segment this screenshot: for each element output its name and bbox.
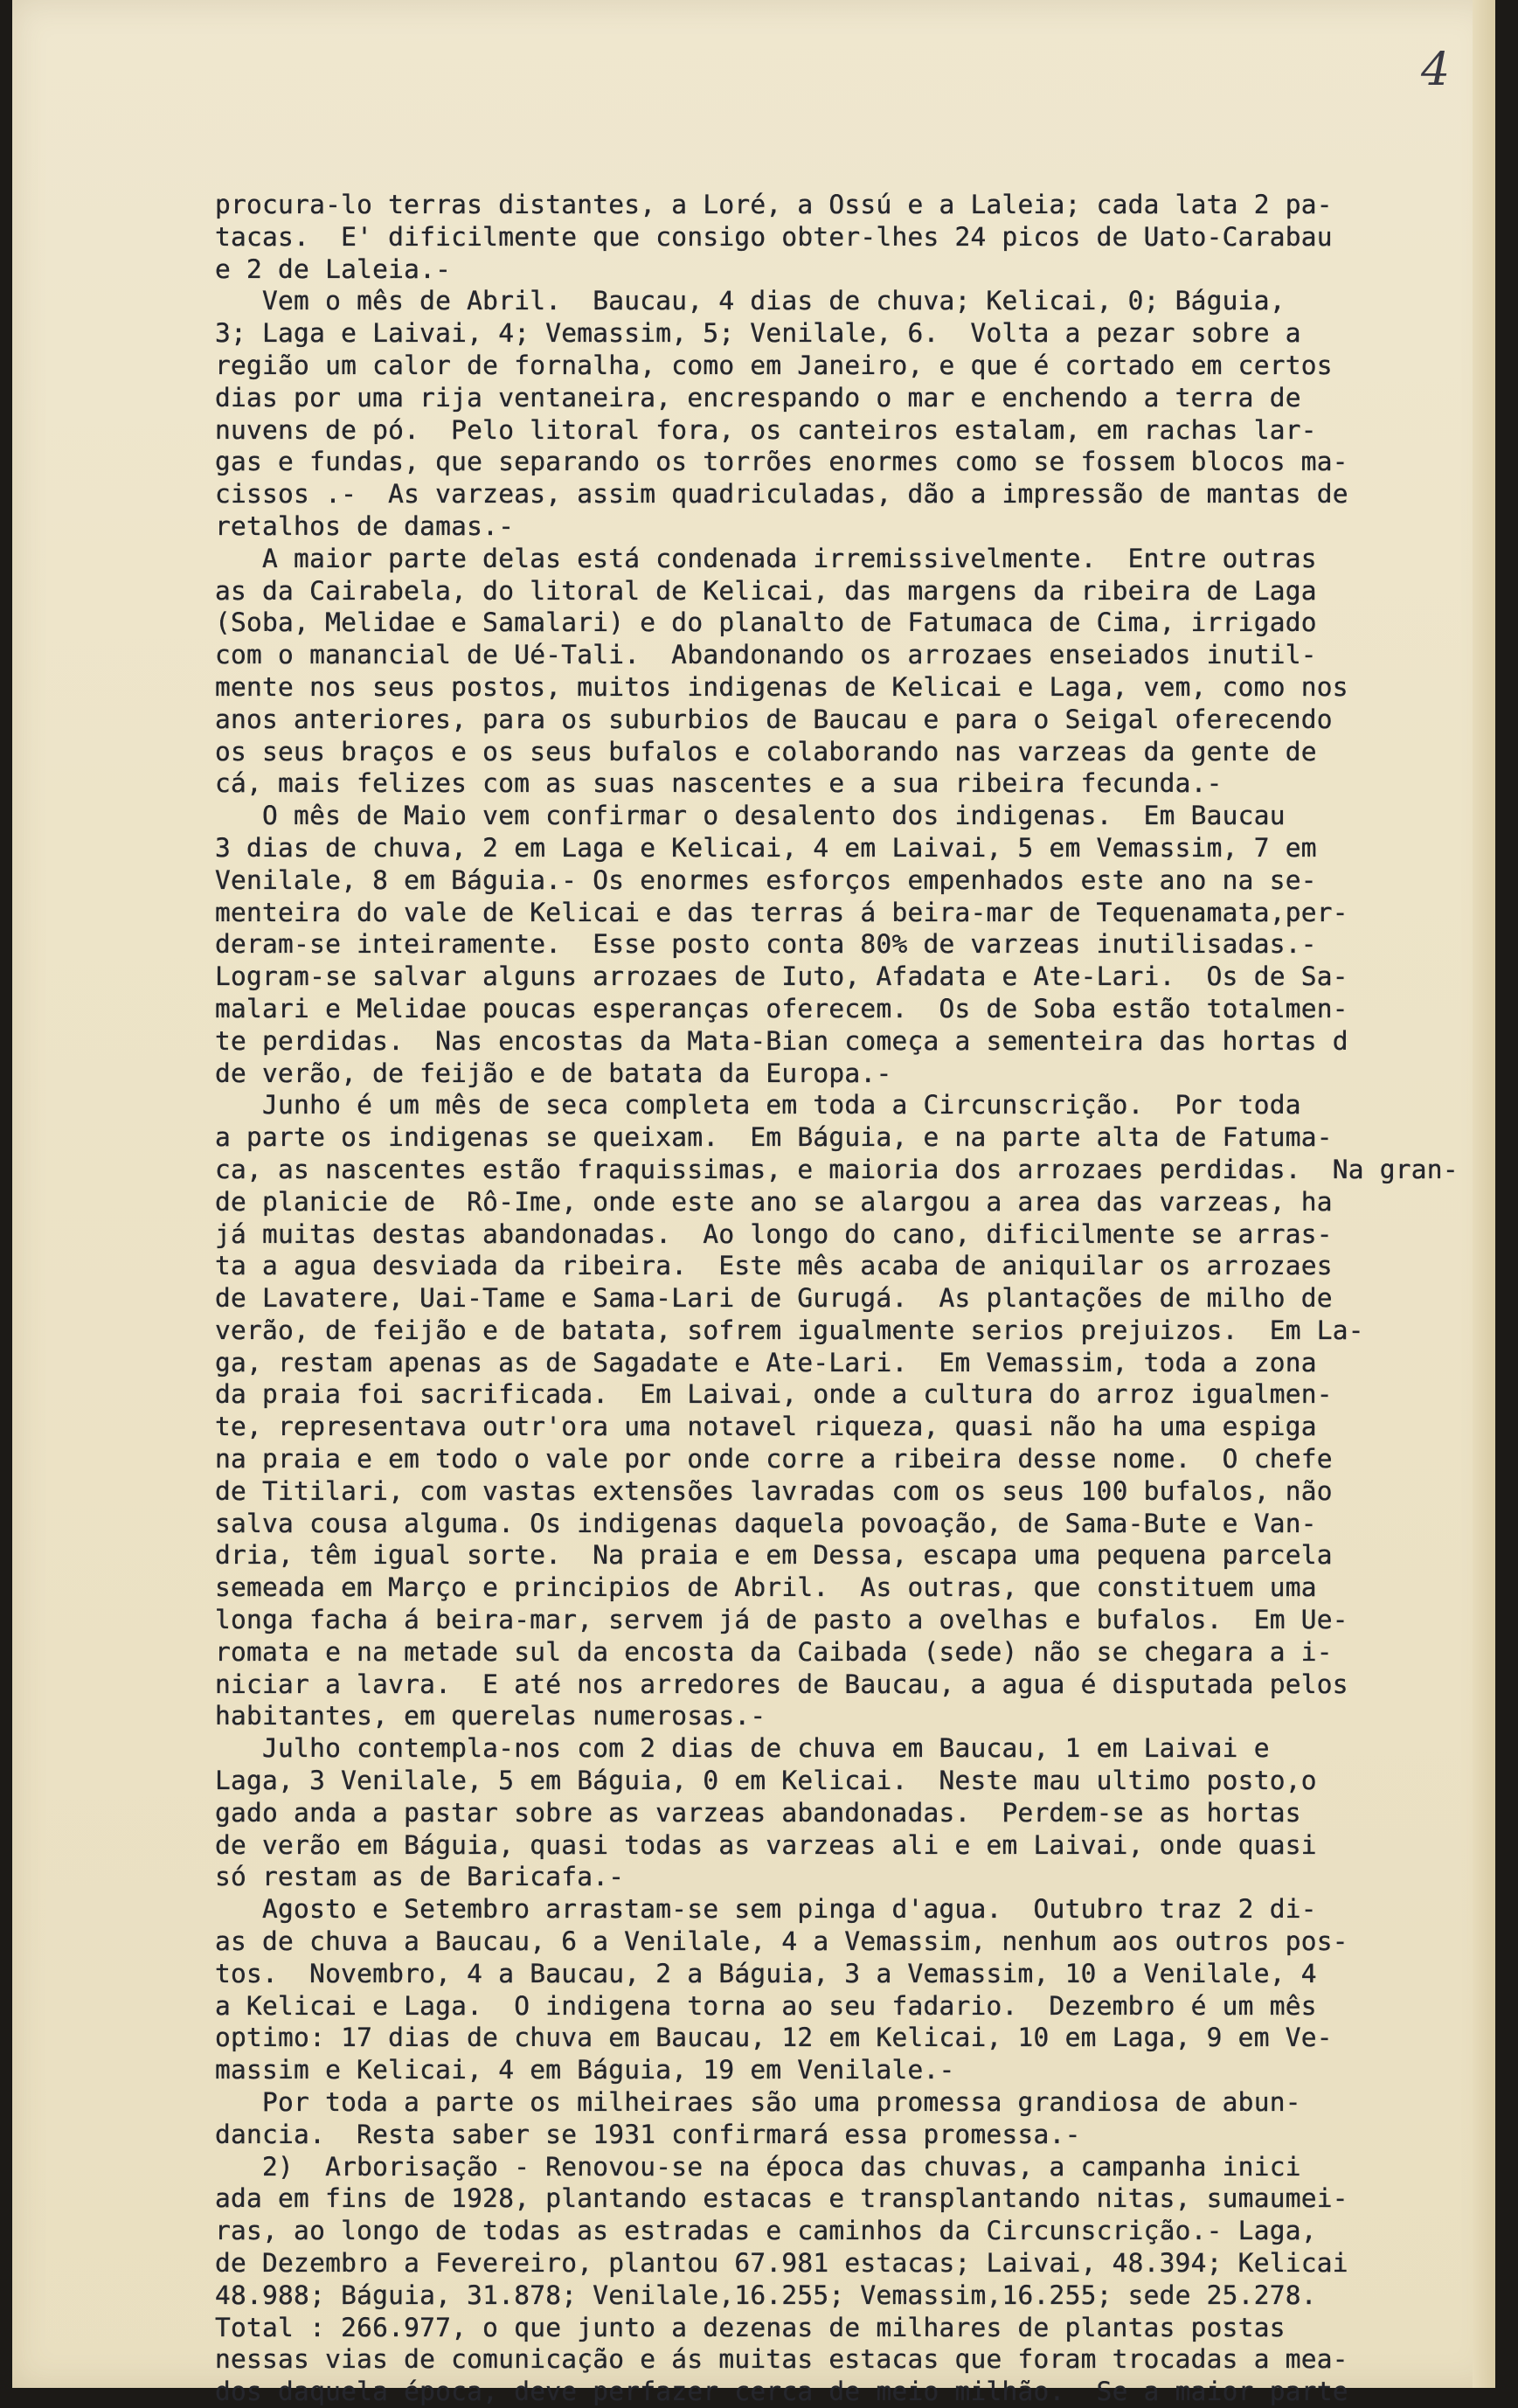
text-line: de verão, de feijão e de batata da Europa.-: [215, 1058, 892, 1088]
text-line: longa facha á beira-mar, servem já de pasto a ovelhas e bufalos. Em Ue-: [215, 1605, 1348, 1635]
text-line: nuvens de pó. Pelo litoral fora, os canteiros estalam, em rachas lar-: [215, 414, 1317, 445]
text-line: gas e fundas, que separando os torrões enormes como se fossem blocos ma-: [215, 447, 1348, 477]
text-line: (Soba, Melidae e Samalari) e do planalto de Fatumaca de Cima, irrigado: [215, 607, 1317, 638]
document-page: [12, 0, 1495, 2407]
text-line: Junho é um mês de seca completa em toda a Circunscrição. Por toda: [215, 1090, 1301, 1121]
text-line: na praia e em todo o vale por onde corre a ribeira desse nome. O chefe: [215, 1444, 1333, 1475]
text-line: Logram-se salvar alguns arrozaes de Iuto, Afadata e Ate-Lari. Os de Sa-: [215, 961, 1348, 992]
text-line: malari e Melidae poucas esperanças oferecem. Os de Soba estão totalmen-: [215, 993, 1348, 1024]
text-line: menteira do vale de Kelicai e das terras á beira-mar de Tequenamata,per-: [215, 897, 1348, 927]
text-line: os seus braços e os seus bufalos e colaborando nas varzeas da gente de: [215, 736, 1317, 767]
text-line: A maior parte delas está condenada irremissivelmente. Entre outras: [215, 543, 1317, 573]
text-line: 48.988; Báguia, 31.878; Venilale,16.255; Vemassim,16.255; sede 25.278.: [215, 2280, 1317, 2310]
text-line: de planicie de Rô-Ime, onde este ano se alargou a area das varzeas, ha: [215, 1186, 1333, 1217]
text-line: de Lavatere, Uai-Tame e Sama-Lari de Gurugá. As plantações de milho de: [215, 1283, 1333, 1314]
text-line: gado anda a pastar sobre as varzeas abandonadas. Perdem-se as hortas: [215, 1797, 1301, 1828]
text-line: dos daquela época, deve perfazer cerca de meio milhão. Se a maior parte: [215, 2377, 1348, 2407]
text-line: Total : 266.977, o que junto a dezenas de milhares de plantas postas: [215, 2312, 1286, 2342]
text-line: nessas vias de comunicação e ás muitas estacas que foram trocadas a mea-: [215, 2344, 1348, 2375]
text-line: Vem o mês de Abril. Baucau, 4 dias de chuva; Kelicai, 0; Báguia,: [215, 286, 1286, 316]
text-line: anos anteriores, para os suburbios de Baucau e para o Seigal oferecendo: [215, 704, 1333, 734]
text-line: de verão em Báguia, quasi todas as varzeas ali e em Laivai, onde quasi: [215, 1829, 1317, 1860]
text-line: habitantes, em querelas numerosas.-: [215, 1701, 766, 1731]
text-line: de Titilari, com vastas extensões lavradas com os seus 100 bufalos, não: [215, 1475, 1333, 1506]
text-line: a parte os indigenas se queixam. Em Báguia, e na parte alta de Fatuma-: [215, 1122, 1333, 1153]
text-line: O mês de Maio vem confirmar o desalento dos indigenas. Em Baucau: [215, 801, 1286, 831]
text-line: já muitas destas abandonadas. Ao longo do cano, dificilmente se arras-: [215, 1218, 1333, 1249]
page-number: 4: [1421, 44, 1451, 96]
text-line: Venilale, 8 em Báguia.- Os enormes esforços empenhados este ano na se-: [215, 864, 1317, 895]
text-line: 2) Arborisação - Renovou-se na época das chuvas, a campanha inici: [215, 2151, 1301, 2182]
text-line: cissos .- As varzeas, assim quadriculadas, dão a impressão de mantas de: [215, 479, 1348, 510]
text-line: 3; Laga e Laivai, 4; Vemassim, 5; Venilale, 6. Volta a pezar sobre a: [215, 318, 1301, 349]
text-line: ta a agua desviada da ribeira. Este mês acaba de aniquilar os arrozaes: [215, 1251, 1333, 1281]
text-line: com o manancial de Ué-Tali. Abandonando os arrozaes enseiados inutil-: [215, 640, 1317, 670]
text-line: Julho contempla-nos com 2 dias de chuva em Baucau, 1 em Laivai e: [215, 1733, 1270, 1764]
text-line: da praia foi sacrificada. Em Laivai, onde a cultura do arroz igualmen-: [215, 1379, 1333, 1410]
text-line: ga, restam apenas as de Sagadate e Ate-Lari. Em Vemassim, toda a zona: [215, 1347, 1317, 1377]
text-line: niciar a lavra. E até nos arredores de Baucau, a agua é disputada pelos: [215, 1669, 1348, 1699]
text-line: romata e na metade sul da encosta da Caibada (sede) não se chegara a i-: [215, 1636, 1333, 1667]
text-line: e 2 de Laleia.-: [215, 253, 452, 284]
text-line: procura-lo terras distantes, a Loré, a Ossú e a Laleia; cada lata 2 pa-: [215, 190, 1333, 219]
text-line: salva cousa alguma. Os indigenas daquela povoação, de Sama-Bute e Van-: [215, 1508, 1317, 1538]
text-line: cá, mais felizes com as suas nascentes e a sua ribeira fecunda.-: [215, 768, 1223, 799]
text-line: deram-se inteiramente. Esse posto conta 80% de varzeas inutilisadas.-: [215, 929, 1317, 960]
text-line: mente nos seus postos, muitos indigenas de Kelicai e Laga, vem, como nos: [215, 671, 1348, 702]
text-line: só restam as de Baricafa.-: [215, 1862, 625, 1892]
text-line: tos. Novembro, 4 a Baucau, 2 a Báguia, 3 a Vemassim, 10 a Venilale, 4: [215, 1958, 1317, 1988]
text-line: Laga, 3 Venilale, 5 em Báguia, 0 em Kelicai. Neste mau ultimo posto,o: [215, 1766, 1317, 1796]
text-line: verão, de feijão e de batata, sofrem igualmente serios prejuizos. Em La-: [215, 1315, 1364, 1345]
text-line: de Dezembro a Fevereiro, plantou 67.981 estacas; Laivai, 48.394; Kelicai: [215, 2248, 1348, 2278]
text-line: 3 dias de chuva, 2 em Laga e Kelicai, 4 em Laivai, 5 em Vemassim, 7 em: [215, 832, 1317, 863]
text-line: tacas. E' dificilmente que consigo obter-lhes 24 picos de Uato-Carabau: [215, 221, 1333, 252]
text-line: as da Cairabela, do litoral de Kelicai, das margens da ribeira de Laga: [215, 575, 1317, 606]
text-line: ada em fins de 1928, plantando estacas e transplantando nitas, sumaumei-: [215, 2183, 1348, 2214]
text-line: região um calor de fornalha, como em Janeiro, e que é cortado em certos: [215, 350, 1333, 380]
text-line: ca, as nascentes estão fraquissimas, e maioria dos arrozaes perdidas. Na gran-: [215, 1154, 1459, 1184]
text-line: te perdidas. Nas encostas da Mata-Bian começa a sementeira das hortas d: [215, 1025, 1348, 1056]
text-line: optimo: 17 dias de chuva em Baucau, 12 em Kelicai, 10 em Laga, 9 em Ve-: [215, 2023, 1333, 2053]
text-line: massim e Kelicai, 4 em Báguia, 19 em Venilale.-: [215, 2055, 955, 2085]
text-line: ras, ao longo de todas as estradas e caminhos da Circunscrição.- Laga,: [215, 2216, 1317, 2246]
text-line: dias por uma rija ventaneira, encrespando o mar e enchendo a terra de: [215, 382, 1301, 413]
text-line: as de chuva a Baucau, 6 a Venilale, 4 a Vemassim, nenhum aos outros pos-: [215, 1926, 1348, 1957]
text-line: dria, têm igual sorte. Na praia e em Dessa, escapa uma pequena parcela: [215, 1540, 1333, 1571]
text-line: Por toda a parte os milheiraes são uma promessa grandiosa de abun-: [215, 2087, 1301, 2118]
text-line: retalhos de damas.-: [215, 510, 515, 541]
typed-body-text: [215, 189, 1518, 2408]
text-line: dancia. Resta saber se 1931 confirmará essa promessa.-: [215, 2119, 1081, 2149]
text-line: te, representava outr'ora uma notavel riqueza, quasi não ha uma espiga: [215, 1412, 1317, 1442]
text-line: a Kelicai e Laga. O indigena torna ao seu fadario. Dezembro é um mês: [215, 1990, 1317, 2021]
text-line: Agosto e Setembro arrastam-se sem pinga d'agua. Outubro traz 2 di-: [215, 1894, 1317, 1925]
text-line: semeada em Março e principios de Abril. As outras, que constituem uma: [215, 1572, 1317, 1603]
